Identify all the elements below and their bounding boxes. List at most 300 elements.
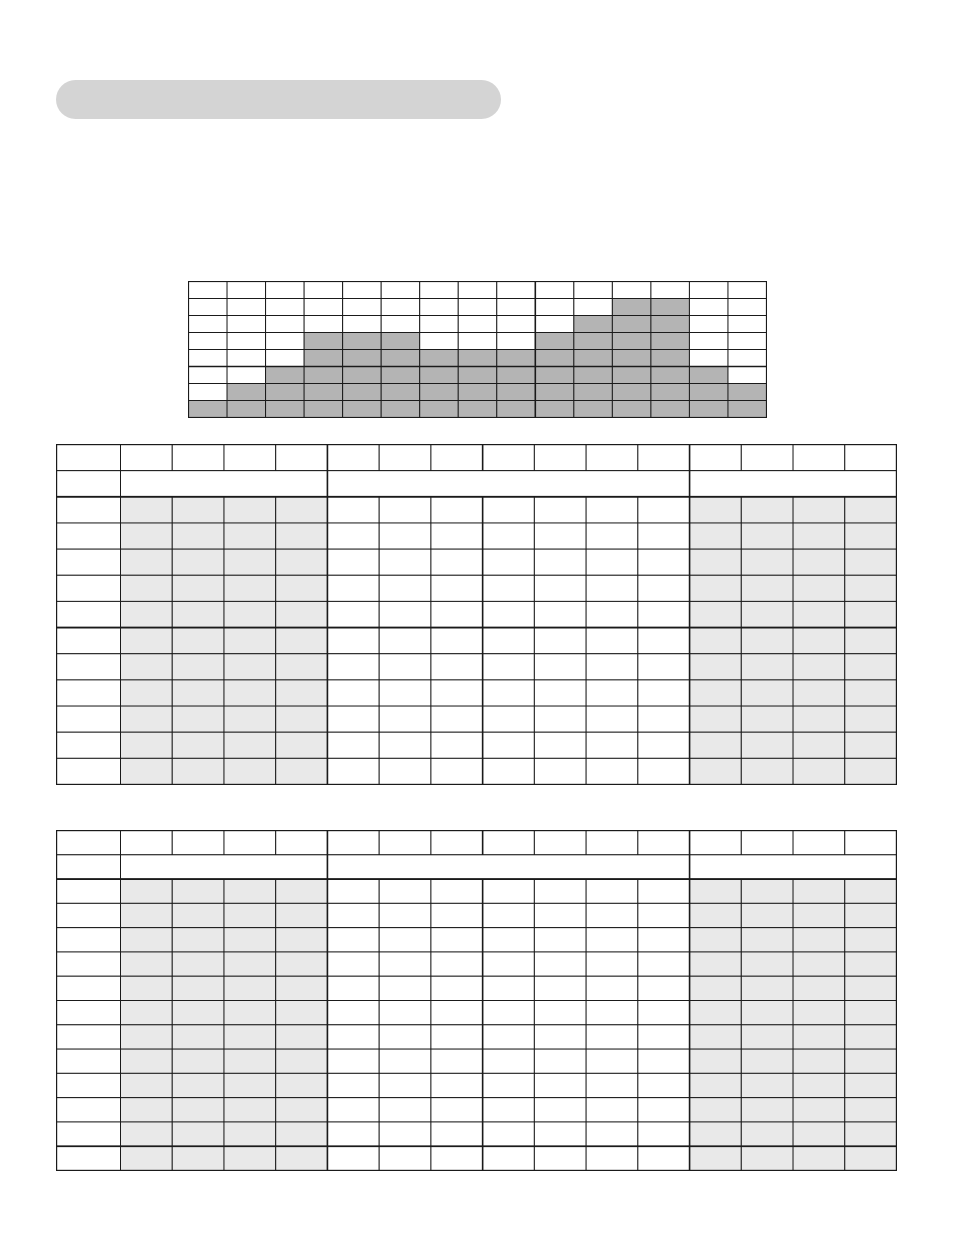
table-cell: [431, 928, 483, 952]
table-cell-shaded: [845, 1122, 897, 1146]
bar-grid-cell: [381, 282, 420, 299]
table-cell-shaded: [224, 1001, 276, 1025]
data-table-2: [56, 830, 897, 1171]
table-cell: [534, 879, 586, 903]
table-cell-shaded: [224, 523, 276, 549]
table-cell: [638, 952, 690, 976]
table-cell-shaded: [690, 575, 742, 601]
bar-grid-cell-filled: [612, 401, 651, 418]
table-cell: [431, 1098, 483, 1122]
bar-grid-cell: [689, 299, 728, 316]
table-label-cell: [57, 1122, 121, 1146]
table-cell: [586, 732, 638, 758]
bar-grid-cell-filled: [689, 367, 728, 384]
bar-grid-cell: [227, 316, 266, 333]
table-cell: [534, 706, 586, 732]
table-cell: [379, 952, 431, 976]
table-header-cell: [793, 831, 845, 855]
table-cell-shaded: [845, 1001, 897, 1025]
table-label-cell: [57, 445, 121, 471]
table-cell: [534, 1122, 586, 1146]
table-cell: [327, 1049, 379, 1073]
table-label-cell: [57, 1025, 121, 1049]
bar-grid-cell: [266, 316, 305, 333]
table-cell-shaded: [690, 601, 742, 627]
table-cell-shaded: [793, 1049, 845, 1073]
table-cell: [379, 1122, 431, 1146]
table-header-cell: [638, 445, 690, 471]
table-cell-shaded: [121, 952, 173, 976]
bar-grid-cell: [728, 333, 767, 350]
table-cell-shaded: [224, 879, 276, 903]
bar-grid-cell: [420, 299, 459, 316]
table-cell-shaded: [121, 1025, 173, 1049]
table-cell-shaded: [845, 732, 897, 758]
table-cell-shaded: [793, 1073, 845, 1097]
table-cell: [586, 654, 638, 680]
table-cell: [379, 1098, 431, 1122]
table-group-header: [121, 855, 328, 879]
table-cell-shaded: [741, 680, 793, 706]
table-cell-shaded: [741, 1073, 793, 1097]
table-cell-shaded: [741, 1025, 793, 1049]
table-cell: [327, 523, 379, 549]
table-cell: [534, 654, 586, 680]
bar-grid-cell: [612, 282, 651, 299]
bar-grid-cell-filled: [458, 384, 497, 401]
table-cell: [431, 732, 483, 758]
bar-grid-cell-filled: [497, 401, 536, 418]
bar-grid-cell-filled: [574, 384, 613, 401]
table-cell: [638, 879, 690, 903]
table-cell: [483, 1122, 535, 1146]
table-cell-shaded: [741, 879, 793, 903]
table-label-cell: [57, 952, 121, 976]
bar-grid-cell-filled: [420, 367, 459, 384]
table-cell-shaded: [741, 549, 793, 575]
table-cell-shaded: [276, 976, 328, 1000]
table-cell-shaded: [276, 706, 328, 732]
table-cell-shaded: [172, 706, 224, 732]
table-cell-shaded: [276, 1025, 328, 1049]
table-label-cell: [57, 471, 121, 497]
table-cell-shaded: [690, 549, 742, 575]
table-header-cell: [172, 445, 224, 471]
table-cell: [327, 952, 379, 976]
table-cell-shaded: [121, 680, 173, 706]
bar-grid-cell: [343, 316, 382, 333]
table-cell-shaded: [276, 680, 328, 706]
table-cell: [534, 976, 586, 1000]
table-cell-shaded: [276, 928, 328, 952]
bar-grid-cell-filled: [420, 350, 459, 367]
table-cell-shaded: [276, 523, 328, 549]
bar-grid-cell: [189, 333, 228, 350]
table-cell-shaded: [793, 1146, 845, 1170]
table-cell-shaded: [690, 758, 742, 784]
bar-grid-cell: [497, 299, 536, 316]
table-cell: [586, 549, 638, 575]
table-cell: [483, 654, 535, 680]
table-cell-shaded: [224, 1098, 276, 1122]
table-label-cell: [57, 497, 121, 523]
table-cell: [638, 1122, 690, 1146]
table-cell-shaded: [172, 879, 224, 903]
table-cell: [586, 523, 638, 549]
bar-grid-cell-filled: [535, 350, 574, 367]
table-cell-shaded: [121, 1001, 173, 1025]
table-cell: [638, 575, 690, 601]
table-cell: [431, 1049, 483, 1073]
table-group-header: [690, 855, 897, 879]
table-cell-shaded: [276, 732, 328, 758]
table-cell-shaded: [741, 523, 793, 549]
table-cell: [327, 976, 379, 1000]
table-cell: [379, 903, 431, 927]
table-cell: [431, 879, 483, 903]
table-cell-shaded: [690, 628, 742, 654]
bar-grid-cell: [535, 282, 574, 299]
table-cell: [534, 1049, 586, 1073]
table-cell-shaded: [690, 1073, 742, 1097]
bar-grid-cell: [227, 367, 266, 384]
table-cell-shaded: [845, 575, 897, 601]
table-cell: [638, 497, 690, 523]
bar-grid-cell-filled: [651, 350, 690, 367]
table-cell-shaded: [845, 628, 897, 654]
table-header-cell: [224, 831, 276, 855]
table-cell-shaded: [172, 523, 224, 549]
bar-grid-cell: [189, 384, 228, 401]
table-cell-shaded: [741, 1001, 793, 1025]
table-cell: [586, 1122, 638, 1146]
table-cell-shaded: [793, 601, 845, 627]
table-cell: [327, 575, 379, 601]
bar-grid-cell-filled: [651, 401, 690, 418]
table-header-cell: [121, 831, 173, 855]
table-label-cell: [57, 1001, 121, 1025]
table-label-cell: [57, 855, 121, 879]
table-cell: [534, 497, 586, 523]
bar-grid-cell-filled: [343, 384, 382, 401]
table-cell-shaded: [121, 976, 173, 1000]
table-cell-shaded: [741, 928, 793, 952]
bar-grid-cell-filled: [266, 384, 305, 401]
table-cell: [431, 976, 483, 1000]
table-cell: [534, 680, 586, 706]
table-cell: [431, 952, 483, 976]
table-cell-shaded: [845, 903, 897, 927]
table-cell-shaded: [121, 601, 173, 627]
table-cell: [586, 1025, 638, 1049]
table-cell-shaded: [793, 523, 845, 549]
table-cell-shaded: [276, 628, 328, 654]
table-cell: [379, 706, 431, 732]
bar-grid-cell: [420, 282, 459, 299]
bar-grid-cell: [304, 316, 343, 333]
table-cell-shaded: [276, 952, 328, 976]
table-cell-shaded: [172, 1073, 224, 1097]
table-cell: [327, 903, 379, 927]
table-header-cell: [741, 445, 793, 471]
table-cell-shaded: [845, 1049, 897, 1073]
bar-grid-cell: [728, 367, 767, 384]
table-group-header: [121, 471, 328, 497]
bar-grid-cell-filled: [612, 350, 651, 367]
table-cell-shaded: [121, 928, 173, 952]
table-cell-shaded: [741, 952, 793, 976]
bar-grid-cell: [227, 299, 266, 316]
table-cell: [431, 654, 483, 680]
table-label-cell: [57, 654, 121, 680]
table-cell-shaded: [845, 706, 897, 732]
table-cell-shaded: [121, 1122, 173, 1146]
bar-grid-cell-filled: [574, 401, 613, 418]
table-cell: [483, 601, 535, 627]
table-cell-shaded: [793, 497, 845, 523]
table-cell-shaded: [224, 1146, 276, 1170]
bar-grid-cell-filled: [535, 401, 574, 418]
bar-grid-cell-filled: [651, 367, 690, 384]
table-cell: [483, 575, 535, 601]
table-cell-shaded: [224, 976, 276, 1000]
table-cell: [638, 1146, 690, 1170]
bar-grid-cell-filled: [304, 333, 343, 350]
table-label-cell: [57, 831, 121, 855]
bar-grid-cell-filled: [304, 384, 343, 401]
table-cell: [431, 523, 483, 549]
table-cell: [327, 879, 379, 903]
table-cell: [327, 680, 379, 706]
table-cell-shaded: [224, 952, 276, 976]
table-cell-shaded: [121, 1146, 173, 1170]
table-cell-shaded: [121, 706, 173, 732]
table-cell: [638, 732, 690, 758]
bar-grid-cell-filled: [227, 384, 266, 401]
bar-grid-cell-filled: [612, 316, 651, 333]
table-cell-shaded: [793, 549, 845, 575]
table-cell: [379, 1025, 431, 1049]
table-cell: [638, 758, 690, 784]
table-cell-shaded: [690, 1146, 742, 1170]
table-cell-shaded: [690, 976, 742, 1000]
table-label-cell: [57, 928, 121, 952]
bar-grid-cell-filled: [574, 333, 613, 350]
bar-grid-cell: [304, 282, 343, 299]
table-cell-shaded: [121, 654, 173, 680]
table-cell-shaded: [741, 903, 793, 927]
table-cell: [638, 1073, 690, 1097]
bar-grid-svg: [188, 281, 767, 418]
table-cell: [327, 1122, 379, 1146]
table-cell: [483, 976, 535, 1000]
table-cell-shaded: [690, 1001, 742, 1025]
table-cell-shaded: [276, 654, 328, 680]
table-cell-shaded: [224, 654, 276, 680]
table-cell-shaded: [690, 654, 742, 680]
bar-grid-cell: [381, 299, 420, 316]
bar-grid-cell-filled: [304, 350, 343, 367]
table-cell: [431, 601, 483, 627]
table-cell-shaded: [793, 928, 845, 952]
table-cell: [327, 497, 379, 523]
table-cell-shaded: [845, 523, 897, 549]
table-cell-shaded: [224, 549, 276, 575]
table-label-cell: [57, 628, 121, 654]
bar-grid-cell: [189, 299, 228, 316]
bar-grid-cell-filled: [266, 367, 305, 384]
table-header-cell: [431, 831, 483, 855]
table-cell: [586, 879, 638, 903]
table-cell-shaded: [172, 549, 224, 575]
table-cell-shaded: [121, 1098, 173, 1122]
bar-grid-cell-filled: [574, 350, 613, 367]
table-cell-shaded: [276, 575, 328, 601]
table-cell-shaded: [276, 497, 328, 523]
table-cell-shaded: [172, 654, 224, 680]
table-label-cell: [57, 732, 121, 758]
table-cell: [638, 680, 690, 706]
table-cell-shaded: [741, 601, 793, 627]
bar-grid-cell-filled: [651, 384, 690, 401]
table-cell: [638, 1001, 690, 1025]
table-cell-shaded: [845, 1098, 897, 1122]
table-header-cell: [586, 831, 638, 855]
table-cell: [534, 758, 586, 784]
bar-grid-cell-filled: [728, 401, 767, 418]
bar-grid-cell: [689, 333, 728, 350]
table-cell-shaded: [121, 575, 173, 601]
table-cell: [586, 1073, 638, 1097]
table-cell: [379, 628, 431, 654]
table-cell: [327, 1098, 379, 1122]
table-cell-shaded: [224, 1049, 276, 1073]
table-cell: [483, 903, 535, 927]
table-cell: [638, 706, 690, 732]
table-cell-shaded: [224, 628, 276, 654]
table-cell-shaded: [690, 497, 742, 523]
table-cell-shaded: [172, 952, 224, 976]
table-cell: [483, 1049, 535, 1073]
table-cell-shaded: [172, 903, 224, 927]
table-cell-shaded: [276, 903, 328, 927]
table-cell-shaded: [741, 1146, 793, 1170]
table-cell: [586, 1098, 638, 1122]
table-cell: [534, 1001, 586, 1025]
table-header-cell: [845, 831, 897, 855]
table-cell: [638, 1025, 690, 1049]
bar-grid-cell-filled: [458, 367, 497, 384]
table-cell: [534, 1098, 586, 1122]
table-cell-shaded: [172, 1025, 224, 1049]
bar-grid-cell-filled: [381, 350, 420, 367]
table-cell-shaded: [845, 680, 897, 706]
table-cell-shaded: [224, 680, 276, 706]
bar-grid-cell-filled: [343, 350, 382, 367]
table-cell: [534, 1146, 586, 1170]
table-cell-shaded: [690, 952, 742, 976]
table-cell-shaded: [172, 601, 224, 627]
table-cell-shaded: [741, 758, 793, 784]
bar-grid-cell: [343, 299, 382, 316]
table-cell: [379, 523, 431, 549]
bar-grid-cell-filled: [497, 367, 536, 384]
bar-grid-cell-filled: [458, 401, 497, 418]
bar-grid-cell-filled: [381, 333, 420, 350]
table-cell-shaded: [276, 549, 328, 575]
table-cell-shaded: [121, 1049, 173, 1073]
bar-grid-cell: [266, 299, 305, 316]
table-cell-shaded: [121, 523, 173, 549]
table-header-cell: [845, 445, 897, 471]
table-label-cell: [57, 1073, 121, 1097]
table-cell-shaded: [793, 628, 845, 654]
table-cell: [586, 1146, 638, 1170]
table-cell: [638, 601, 690, 627]
table-cell: [327, 549, 379, 575]
table-cell-shaded: [172, 575, 224, 601]
bar-grid-cell-filled: [612, 384, 651, 401]
table-cell-shaded: [276, 879, 328, 903]
table-cell-shaded: [793, 1098, 845, 1122]
table-cell: [379, 758, 431, 784]
table-cell-shaded: [172, 928, 224, 952]
bar-grid-cell: [343, 282, 382, 299]
table-header-cell: [690, 831, 742, 855]
table-cell: [379, 1146, 431, 1170]
table-cell-shaded: [276, 758, 328, 784]
table-label-cell: [57, 523, 121, 549]
bar-grid-cell-filled: [420, 384, 459, 401]
table-cell: [586, 575, 638, 601]
bar-grid-cell-filled: [497, 350, 536, 367]
table-cell-shaded: [172, 976, 224, 1000]
table-cell: [483, 1025, 535, 1049]
table-header-cell: [741, 831, 793, 855]
table-cell: [431, 628, 483, 654]
table-1-svg: [56, 444, 897, 785]
table-cell-shaded: [793, 654, 845, 680]
table-group-header: [327, 471, 689, 497]
bar-grid-cell: [574, 299, 613, 316]
table-cell-shaded: [793, 903, 845, 927]
table-cell: [638, 523, 690, 549]
table-cell-shaded: [690, 903, 742, 927]
table-cell: [431, 758, 483, 784]
table-cell-shaded: [845, 497, 897, 523]
table-cell-shaded: [690, 1049, 742, 1073]
table-header-cell: [534, 445, 586, 471]
table-cell: [483, 497, 535, 523]
table-cell-shaded: [172, 732, 224, 758]
table-cell: [638, 1098, 690, 1122]
table-cell: [638, 549, 690, 575]
table-cell-shaded: [224, 928, 276, 952]
table-cell: [379, 928, 431, 952]
table-cell: [483, 928, 535, 952]
table-cell: [586, 1049, 638, 1073]
bar-grid-cell-filled: [612, 299, 651, 316]
table-cell: [586, 680, 638, 706]
bar-grid-cell-filled: [728, 384, 767, 401]
table-cell: [483, 758, 535, 784]
bar-grid-cell-filled: [381, 384, 420, 401]
data-table-1: [56, 444, 897, 785]
table-cell-shaded: [172, 680, 224, 706]
table-cell: [586, 976, 638, 1000]
table-header-cell: [534, 831, 586, 855]
bar-grid-cell: [651, 282, 690, 299]
